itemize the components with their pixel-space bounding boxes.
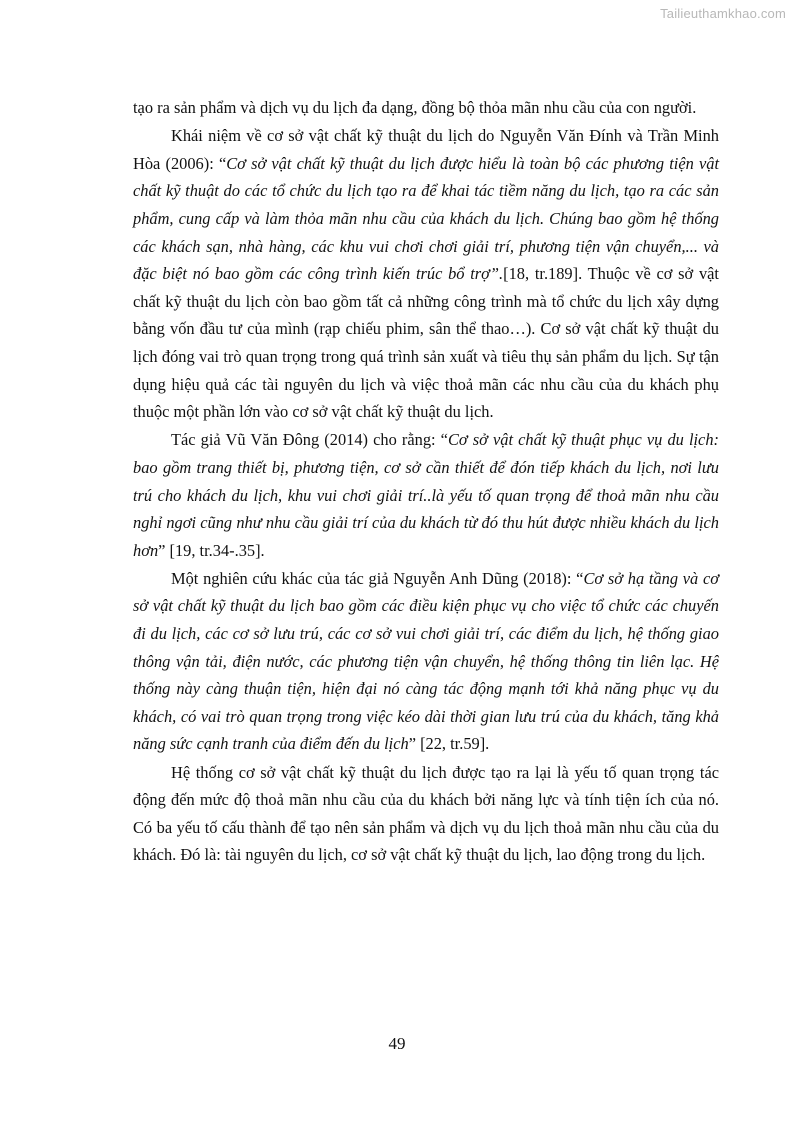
text-run: Hệ thống cơ sở vật chất kỹ thuật du lịch được tạo ra lại là yếu tố quan trọng tác động đến mức độ thoả mãn nhu cầu của du khách bởi năng lực và tính tiện ích của nó. Có ba yếu tố cấu thành để tạo nên sản phẩm và dịch vụ du lịch thoả mãn nhu cầu của du khách. Đó là: tài nguyên du lịch, cơ sở vật chất kỹ thuật du lịch, lao động trong du lịch. xyxy=(133,762,719,865)
text-run: tạo ra sản phẩm và dịch vụ du lịch đa dạng, đồng bộ thỏa mãn nhu cầu của con người. xyxy=(133,98,697,117)
text-run: Một nghiên cứu khác của tác giả Nguyễn Anh Dũng (2018): “ xyxy=(171,568,584,588)
text-run: Khái niệm về cơ sở vật chất kỹ thuật du lịch do Nguyễn Văn Đính và Trần Minh Hòa (2006): “ xyxy=(133,126,719,173)
paragraph xyxy=(133,122,719,426)
text-run: Tác giả Vũ Văn Đông (2014) cho rằng: “ xyxy=(171,430,448,450)
italic-quote: Cơ sở vật chất kỹ thuật du lịch được hiểu là toàn bộ các phương tiện vật chất kỹ thuật do các tổ chức du lịch tạo ra để khai tác tiềm năng du lịch, tạo ra các sản phẩm, cung cấp và làm thỏa mãn nhu cầu của khách du lịch. Chúng bao gồm hệ thống các khách sạn, nhà hàng, các khu vui chơi chơi giải trí, phương tiện vận chuyển,... và đặc biệt nó bao gồm các công trình kiến trúc bổ trợ”. xyxy=(133,153,720,284)
italic-quote: Cơ sở hạ tầng và cơ sở vật chất kỹ thuật du lịch bao gồm các điều kiện phục vụ cho việc tổ chức các chuyến đi du lịch, các cơ sở lưu trú, các cơ sở vui chơi giải trí, các điểm du lịch, hệ thống giao thông vận tải, điện nước, các phương tiện vận chuyển, hệ thống thông tin liên lạc. Hệ thống này càng thuận tiện, hiện đại nó càng tác động mạnh tới khả năng phục vụ du khách, có vai trò quan trọng trong việc kéo dài thời gian lưu trú của du khách, tăng khả năng sức cạnh tranh của điểm đến du lịch xyxy=(133,568,719,754)
paragraph xyxy=(133,94,719,122)
paragraph xyxy=(133,759,719,869)
paragraph xyxy=(133,565,719,758)
text-run: ” [19, tr.34-.35]. xyxy=(158,540,265,560)
page-number: 49 xyxy=(388,1034,406,1053)
text-run: ” [22, tr.59]. xyxy=(408,734,490,754)
watermark: Tailieuthamkhao.com xyxy=(660,6,786,21)
paragraph xyxy=(133,426,719,564)
text-run: [18, tr.189]. Thuộc về cơ sở vật chất kỹ thuật du lịch còn bao gồm tất cả những công trình mà tổ chức du lịch xây dựng bằng vốn đầu tư của mình (rạp chiếu phim, sân thể thao…). Cơ sở vật chất kỹ thuật du lịch đóng vai trò quan trọng trong quá trình sản xuất và tiêu thụ sản phẩm du lịch. Sự tận dụng hiệu quả các tài nguyên du lịch và việc thoả mãn các nhu cầu của du khách phụ thuộc một phần lớn vào cơ sở vật chất kỹ thuật du lịch. xyxy=(133,264,719,422)
italic-quote: Cơ sở vật chất kỹ thuật phục vụ du lịch: bao gồm trang thiết bị, phương tiện, cơ sở cần thiết để đón tiếp khách du lịch, nơi lưu trú cho khách du lịch, khu vui chơi giải trí..là yếu tố quan trọng để thoả mãn nhu cầu nghỉ ngơi cũng như nhu cầu giải trí của du khách từ đó thu hút được nhiều khách du lịch hơn xyxy=(133,430,719,560)
page-body xyxy=(133,94,719,870)
